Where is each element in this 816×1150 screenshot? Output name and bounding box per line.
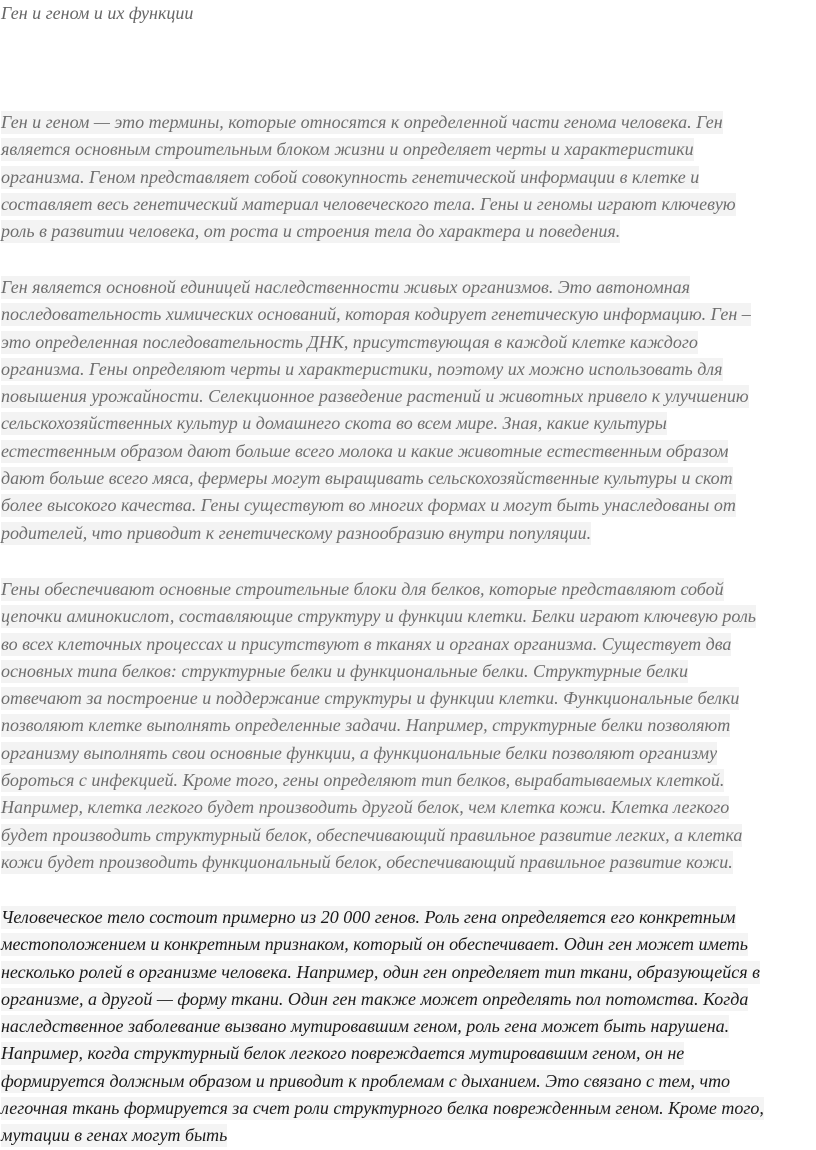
text-line — [1, 986, 764, 1013]
text-line — [1, 109, 736, 136]
text-line-content: сельскохозяйственных культур и домашнего скота во всем мире. Зная, какие культуры — [1, 413, 667, 434]
text-line-content: во всех клеточных процессах и присутствуют в тканях и органах организма. Существует два — [1, 633, 732, 654]
text-line-content: основных типа белков: структурные белки и функциональные белки. Структурные белки — [1, 660, 688, 681]
text-line — [1, 658, 756, 685]
text-line-content: организму выполнять свои основные функции, а функциональные белки позволяют организму — [1, 742, 718, 763]
text-line — [1, 1095, 764, 1122]
text-line — [1, 959, 764, 986]
text-line-content: Ген и геном — это термины, которые относятся к определенной части генома человека. Ген — [1, 112, 723, 132]
text-line — [1, 1013, 764, 1040]
text-line-content: роль в развитии человека, от роста и строения тела до характера и поведения. — [1, 221, 621, 242]
document-title: Ген и геном и их функции — [1, 3, 194, 23]
text-line — [1, 631, 756, 658]
text-line-content: это определенная последовательность ДНК, присутствующая в каждой клетке каждого — [1, 331, 698, 352]
text-line — [1, 794, 756, 821]
text-line — [1, 218, 736, 245]
text-line-content: Например, клетка легкого будет производить другой белок, чем клетка кожи. Клетка легкого — [1, 797, 730, 818]
text-line — [1, 767, 756, 794]
text-line-content: бороться с инфекцией. Кроме того, гены определяют тип белков, вырабатываемых клеткой. — [1, 770, 725, 791]
paragraph-2 — [1, 274, 751, 547]
text-line-content: цепочки аминокислот, составляющие структуру и функции клетки. Белки играют ключевую роль — [1, 606, 756, 627]
text-line — [1, 274, 751, 301]
text-line-content: более высокого качества. Гены существуют во многих формах и могут быть унаследованы от — [1, 495, 736, 516]
text-line — [1, 465, 751, 492]
text-line — [1, 849, 756, 876]
text-line-content: Человеческое тело состоит примерно из 20 000 генов. Роль гена определяется его конкретным — [1, 907, 736, 927]
text-line-content: кожи будет производить функциональный белок, обеспечивающий правильное развитие кожи. — [1, 851, 733, 872]
text-line — [1, 438, 751, 465]
text-line-content: Например, когда структурный белок легкого повреждается мутировавшим геном, он не — [1, 1043, 685, 1064]
text-line — [1, 712, 756, 739]
text-line-content: позволяют клетке выполнять определенные задачи. Например, структурные белки позволяют — [1, 715, 731, 736]
text-line — [1, 410, 751, 437]
text-line-content: организма. Геном представляет собой совокупность генетической информации в клетке и — [1, 166, 700, 187]
text-line — [1, 520, 751, 547]
text-line — [1, 603, 756, 630]
text-line-content: дают больше всего мяса, фермеры могут выращивать сельскохозяйственные культуры и скот — [1, 468, 733, 489]
text-line — [1, 191, 736, 218]
text-line — [1, 492, 751, 519]
text-line — [1, 822, 756, 849]
text-line-content: отвечают за построение и поддержание структуры и функции клетки. Функциональные белки — [1, 688, 740, 709]
text-line — [1, 685, 756, 712]
text-line — [1, 1040, 764, 1067]
text-line-content: организма. Гены определяют черты и характеристики, поэтому их можно использовать для — [1, 358, 723, 379]
text-line-content: будет производить структурный белок, обеспечивающий правильное развитие легких, а клетка — [1, 824, 743, 845]
text-line — [1, 1068, 764, 1095]
text-line-content: несколько ролей в организме человека. Например, один ген определяет тип ткани, образующейся в — [1, 961, 760, 982]
text-line — [1, 164, 736, 191]
text-line-content: мутации в генах могут быть — [1, 1125, 228, 1146]
text-line — [1, 740, 756, 767]
text-line-content: родителей, что приводит к генетическому разнообразию внутри популяции. — [1, 522, 592, 543]
text-line-content: местоположением и конкретным признаком, который он обеспечивает. Один ген может иметь — [1, 934, 748, 955]
text-line — [1, 136, 736, 163]
paragraph-1 — [1, 109, 736, 245]
text-line-content: легочная ткань формируется за счет роли структурного белка поврежденным геном. Кроме того, — [1, 1098, 764, 1119]
text-line-content: является основным строительным блоком жизни и определяет черты и характеристики — [1, 139, 694, 160]
text-line — [1, 383, 751, 410]
text-line — [1, 301, 751, 328]
text-line — [1, 1122, 764, 1149]
text-line — [1, 904, 764, 931]
paragraph-4 — [1, 904, 764, 1150]
text-line-content: Ген является основной единицей наследственности живых организмов. Это автономная — [1, 277, 690, 297]
text-line-content: естественным образом дают больше всего молока и какие животные естественным образом — [1, 440, 729, 461]
text-line-content: формируется должным образом и приводит к проблемам с дыханием. Это связано с тем, что — [1, 1070, 731, 1091]
text-line-content: Гены обеспечивают основные строительные блоки для белков, которые представляют собой — [1, 579, 724, 599]
text-line-content: наследственное заболевание вызвано мутировавшим геном, роль гена может быть нарушена. — [1, 1016, 730, 1037]
text-line-content: последовательность химических оснований, которая кодирует генетическую информацию. Ген – — [1, 304, 751, 325]
text-line-content: организме, а другой — форму ткани. Один ген также может определять пол потомства. Когда — [1, 988, 749, 1009]
text-line — [1, 329, 751, 356]
text-line-content: повышения урожайности. Селекционное разведение растений и животных привело к улучшению — [1, 386, 749, 407]
text-line-content: составляет весь генетический материал человеческого тела. Гены и геномы играют ключевую — [1, 193, 736, 214]
text-line — [1, 931, 764, 958]
text-line — [1, 356, 751, 383]
paragraph-3 — [1, 576, 756, 876]
text-line — [1, 576, 756, 603]
